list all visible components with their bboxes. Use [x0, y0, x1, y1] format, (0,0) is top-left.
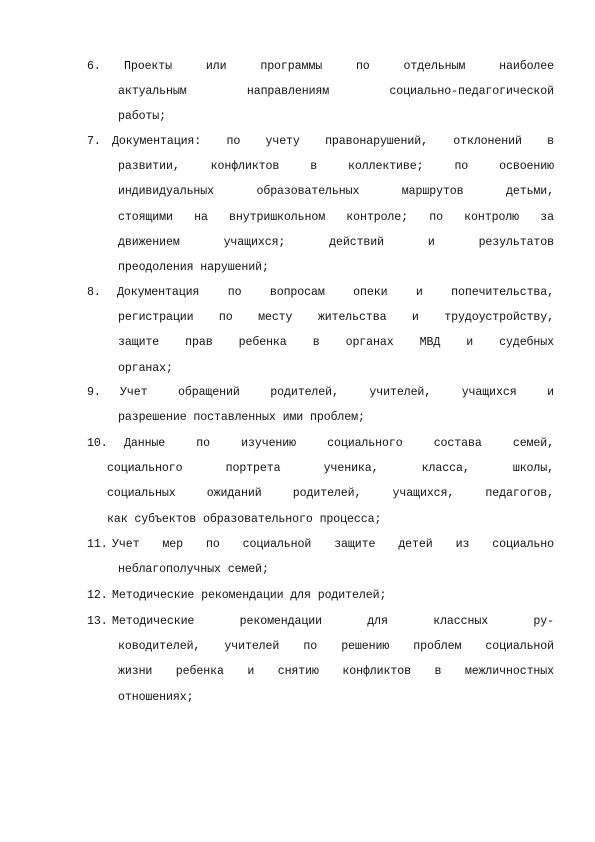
item-number: 9.: [87, 386, 101, 399]
item-text-line: Документация по вопросам опеки и попечительства,: [117, 286, 554, 299]
item-number: 13.: [87, 615, 108, 628]
item-text-line: жизни ребенка и снятию конфликтов в межличностных: [118, 665, 554, 678]
item-text-line: стоящими на внутришкольном контроле; по контролю за: [118, 211, 554, 224]
item-number: 8.: [87, 286, 101, 299]
item-text-line: Учет обращений родителей, учителей, учащихся и: [120, 386, 554, 399]
item-text-line: Документация: по учету правонарушений, отклонений в: [112, 135, 554, 148]
item-text-line: как субъектов образовательного процесса;: [107, 513, 382, 526]
item-text-line: органах;: [118, 362, 173, 375]
item-text-line: актуальным направлениям социально-педагогической: [118, 85, 554, 98]
item-text-line: работы;: [118, 110, 167, 123]
item-text-line: разрешение поставленных ими проблем;: [118, 411, 365, 424]
item-text-line: социальных ожиданий родителей, учащихся, педагогов,: [107, 487, 554, 500]
item-text-line: движением учащихся; действий и результатов: [118, 236, 554, 249]
item-text-line: Методические рекомендации для родителей;: [112, 589, 387, 602]
item-text-line: индивидуальных образовательных маршрутов детьми,: [118, 185, 554, 198]
item-text-line: развитии, конфликтов в коллективе; по освоению: [118, 160, 554, 173]
item-number: 11.: [87, 538, 108, 551]
item-text-line: регистрации по месту жительства и трудоустройству,: [118, 311, 554, 324]
item-text-line: защите прав ребенка в органах МВД и судебных: [118, 336, 554, 349]
item-text-line: Учет мер по социальной защите детей из социально: [112, 538, 554, 551]
item-number: 12.: [87, 589, 108, 602]
item-text-line: преодоления нарушений;: [118, 261, 269, 274]
item-number: 6.: [87, 60, 101, 73]
item-text-line: Методические рекомендации для классных ру-: [112, 615, 554, 628]
item-number: 7.: [87, 135, 101, 148]
item-text-line: неблагополучных семей;: [118, 563, 269, 576]
item-number: 10.: [87, 437, 108, 450]
item-text-line: Данные по изучению социального состава семей,: [124, 437, 554, 450]
item-text-line: Проекты или программы по отдельным наиболее: [124, 60, 554, 73]
item-text-line: социального портрета ученика, класса, школы,: [107, 462, 554, 475]
item-text-line: ководителей, учителей по решению проблем социальной: [118, 640, 554, 653]
item-text-line: отношениях;: [118, 691, 194, 704]
